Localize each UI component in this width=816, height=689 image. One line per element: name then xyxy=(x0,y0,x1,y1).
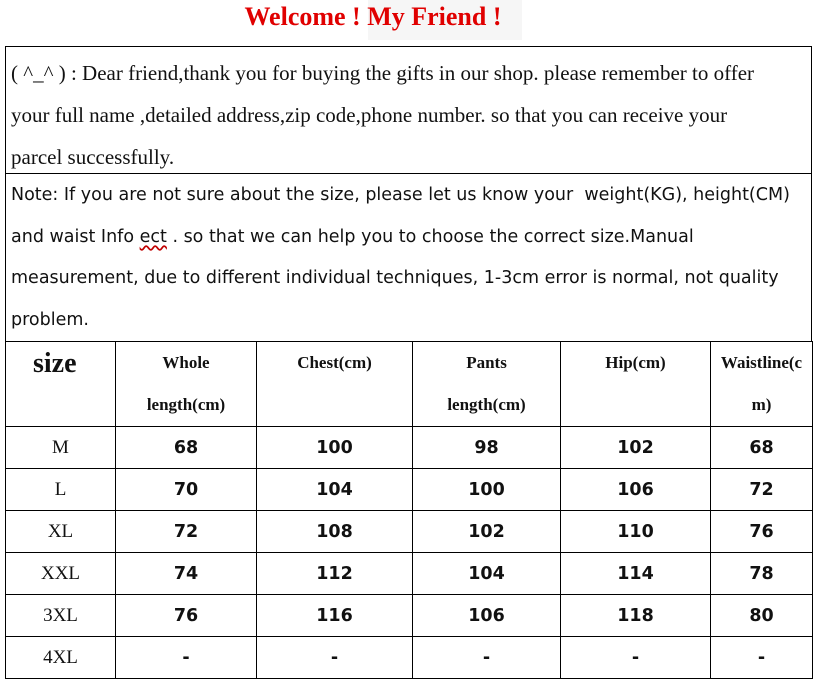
waistline-cell: 76 xyxy=(711,511,813,553)
whole-length-cell: 76 xyxy=(116,595,257,637)
waistline-cell: 78 xyxy=(711,553,813,595)
pants-length-cell: 102 xyxy=(413,511,561,553)
greeting-line-1: ( ^_^ ) : Dear friend,thank you for buying the gifts in our shop. please remember to offer xyxy=(11,61,755,85)
chest-cell: - xyxy=(257,637,413,679)
note-line-4: problem. xyxy=(11,309,89,330)
header-waistline: Waistline(c m) xyxy=(711,342,813,427)
pants-length-cell: 104 xyxy=(413,553,561,595)
hip-cell: 110 xyxy=(561,511,711,553)
note-line-2-c: . so that we can help you to choose the correct size.Manual xyxy=(166,226,694,247)
size-chart-table xyxy=(5,341,813,679)
header-pants-length: Pants length(cm) xyxy=(413,342,561,427)
table-row xyxy=(6,637,813,679)
chest-cell: 112 xyxy=(257,553,413,595)
table-row xyxy=(6,511,813,553)
header-chest: Chest(cm) xyxy=(257,342,413,427)
chest-cell: 104 xyxy=(257,469,413,511)
table-row xyxy=(6,469,813,511)
table-row xyxy=(6,595,813,637)
title-text: Welcome ! My Friend ! xyxy=(244,2,502,31)
waistline-cell: 80 xyxy=(711,595,813,637)
page-title xyxy=(0,0,746,36)
pants-length-cell: 100 xyxy=(413,469,561,511)
note-line-3: measurement, due to different individual techniques, 1-3cm error is normal, not quality xyxy=(11,268,779,288)
pants-length-cell: 98 xyxy=(413,427,561,469)
whole-length-cell: 70 xyxy=(116,469,257,511)
hip-cell: 114 xyxy=(561,553,711,595)
greeting-line-3: parcel successfully. xyxy=(11,145,175,169)
size-cell: M xyxy=(6,427,116,469)
size-cell: XXL xyxy=(6,553,116,595)
pants-length-cell: - xyxy=(413,637,561,679)
size-cell: 3XL xyxy=(6,595,116,637)
waistline-cell: - xyxy=(711,637,813,679)
pants-length-cell: 106 xyxy=(413,595,561,637)
note-line-2-a: and waist Info xyxy=(11,226,140,247)
chest-cell: 100 xyxy=(257,427,413,469)
waistline-cell: 72 xyxy=(711,469,813,511)
chest-cell: 108 xyxy=(257,511,413,553)
header-whole-length: Whole length(cm) xyxy=(116,342,257,427)
chest-cell: 116 xyxy=(257,595,413,637)
hip-cell: 118 xyxy=(561,595,711,637)
spelling-flag-word: ect xyxy=(139,226,167,247)
table-header-row xyxy=(6,342,813,427)
greeting-line-2: your full name ,detailed address,zip code,phone number. so that you can receive your xyxy=(11,103,728,127)
greeting-message xyxy=(5,46,812,174)
header-size: size xyxy=(6,342,116,427)
size-note xyxy=(5,174,812,342)
whole-length-cell: - xyxy=(116,637,257,679)
table-row xyxy=(6,553,813,595)
hip-cell: 102 xyxy=(561,427,711,469)
size-cell: 4XL xyxy=(6,637,116,679)
size-cell: L xyxy=(6,469,116,511)
note-line-2 xyxy=(11,217,811,259)
whole-length-cell: 74 xyxy=(116,553,257,595)
hip-cell: 106 xyxy=(561,469,711,511)
table-row xyxy=(6,427,813,469)
size-cell: XL xyxy=(6,511,116,553)
whole-length-cell: 68 xyxy=(116,427,257,469)
hip-cell: - xyxy=(561,637,711,679)
whole-length-cell: 72 xyxy=(116,511,257,553)
waistline-cell: 68 xyxy=(711,427,813,469)
note-line-1: Note: If you are not sure about the size, please let us know your weight(KG), height(CM) xyxy=(11,185,790,205)
header-hip: Hip(cm) xyxy=(561,342,711,427)
